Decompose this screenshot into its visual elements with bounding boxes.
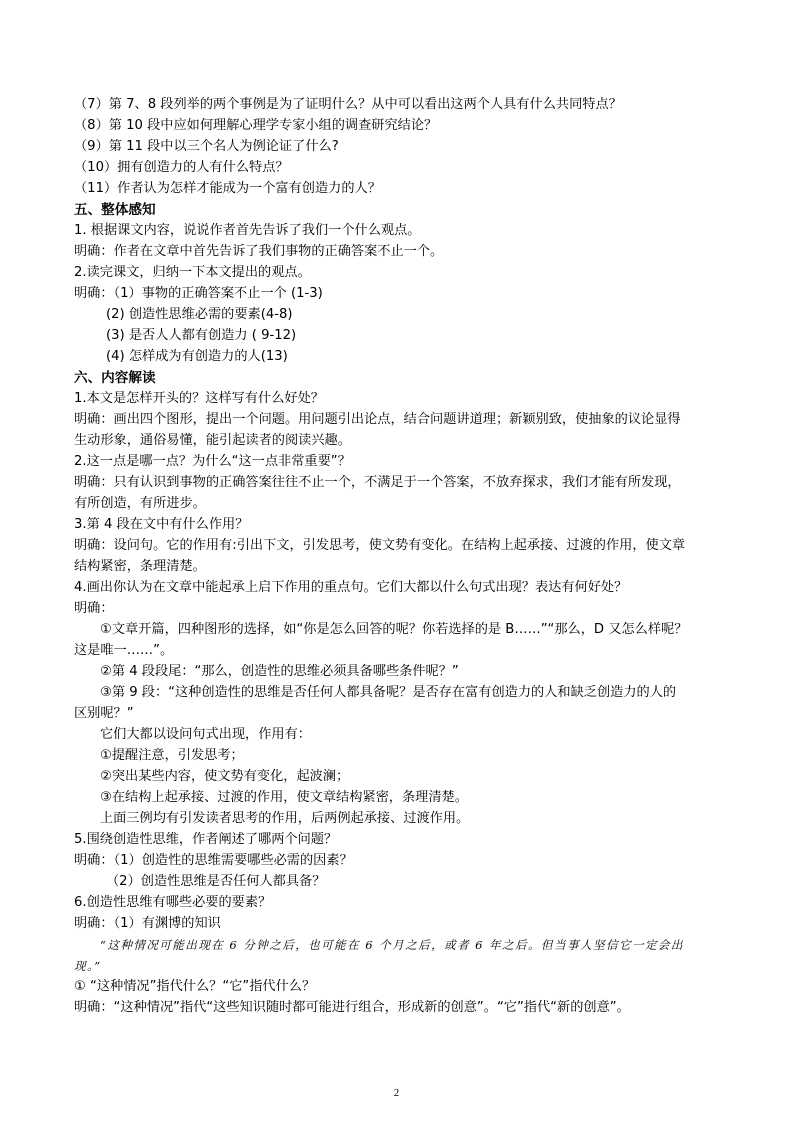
line-20: 3.第 4 段在文中有什么作用？ xyxy=(74,517,249,532)
line-16: 生动形象，通俗易懂，能引起读者的阅读兴趣。 xyxy=(74,433,351,448)
line-28: ③第 9 段：“这种创造性的思维是否任何人都具备呢？是否存在富有创造力的人和缺乏创造力的人的 xyxy=(100,685,677,700)
line-29: 区别呢？” xyxy=(74,706,134,721)
line-32: ②突出某些内容，使文势有变化，起波澜； xyxy=(100,769,350,784)
section-heading: 五、整体感知 xyxy=(74,202,156,218)
line-12: (4) 怎样成为有创造力的人(13) xyxy=(106,349,288,364)
section-heading: 六、内容解读 xyxy=(74,370,156,386)
quote-line: “这种情况可能出现在 6 分钟之后，也可能在 6 个月之后，或者 6 年之后。但当事人坚信它一定会出 xyxy=(100,938,684,952)
line-8: 2.读完课文，归纳一下本文提出的观点。 xyxy=(74,265,311,280)
line-4: （11）作者认为怎样才能成为一个富有创造力的人？ xyxy=(74,181,381,196)
line-17: 2.这一点是哪一点？为什么“这一点非常重要”？ xyxy=(74,454,351,469)
line-24: 明确： xyxy=(74,601,114,616)
line-26: 这是唯一……”。 xyxy=(74,643,174,658)
line-22: 结构紧密，条理清楚。 xyxy=(74,559,206,574)
line-11: (3) 是否人人都有创造力 ( 9-12) xyxy=(106,328,297,343)
line-25: ①文章开篇，四种图形的选择，如“你是怎么回答的呢？你若选择的是 B……”“那么，D 又怎么样呢？ xyxy=(100,622,688,637)
line-36: 明确：（1）创造性的思维需要哪些必需的因素？ xyxy=(74,853,353,868)
line-6: 1. 根据课文内容，说说作者首先告诉了我们一个什么观点。 xyxy=(74,223,421,238)
line-31: ①提醒注意，引发思考； xyxy=(100,748,244,763)
page-number: 2 xyxy=(393,1088,400,1099)
line-39: 明确：（1）有渊博的知识 xyxy=(74,916,221,931)
line-42: ① “这种情况”指代什么？“它”指代什么？ xyxy=(74,979,316,994)
line-15: 明确：画出四个图形，提出一个问题。用问题引出论点，结合问题讲道理；新颖别致，使抽象的议论显得 xyxy=(74,412,681,427)
line-43: 明确：“这种情况”指代“这些知识随时都可能进行组合，形成新的创意”。“它”指代“新的创意”。 xyxy=(74,1000,630,1015)
line-35: 5.围绕创造性思维，作者阐述了哪两个问题？ xyxy=(74,832,338,847)
line-27: ②第 4 段段尾：“那么，创造性的思维必须具备哪些条件呢？” xyxy=(100,664,459,679)
line-3: （10）拥有创造力的人有什么特点？ xyxy=(74,160,289,175)
line-33: ③在结构上起承接、过渡的作用，使文章结构紧密，条理清楚。 xyxy=(100,790,468,805)
line-10: (2) 创造性思维必需的要素(4-8) xyxy=(106,307,293,322)
line-38: 6.创造性思维有哪些必要的要素？ xyxy=(74,895,272,910)
line-18: 明确：只有认识到事物的正确答案往往不止一个，不满足于一个答案，不放弃探求，我们才能有所发现， xyxy=(74,475,681,490)
line-2: （9）第 11 段中以三个名人为例论证了什么? xyxy=(74,139,339,154)
line-9: 明确：（1）事物的正确答案不止一个 (1-3) xyxy=(74,286,323,301)
line-21: 明确：设问句。它的作用有:引出下文，引发思考，使文势有变化。在结构上起承接、过渡的作用，使文章 xyxy=(74,538,686,553)
line-34: 上面三例均有引发读者思考的作用，后两例起承接、过渡作用。 xyxy=(100,811,470,826)
line-7: 明确：作者在文章中首先告诉了我们事物的正确答案不止一个。 xyxy=(74,244,444,259)
quote-line: 现。” xyxy=(74,959,102,973)
line-1: （8）第 10 段中应如何理解心理学专家小组的调查研究结论？ xyxy=(74,118,438,133)
line-23: 4.画出你认为在文章中能起承上启下作用的重点句。它们大都以什么句式出现？表达有何好处？ xyxy=(74,580,628,595)
line-19: 有所创造，有所进步。 xyxy=(74,496,206,511)
line-14: 1.本文是怎样开头的？这样写有什么好处？ xyxy=(74,391,324,406)
line-0: （7）第 7、8 段列举的两个事例是为了证明什么？从中可以看出这两个人具有什么共同特点？ xyxy=(74,97,622,112)
line-30: 它们大都以设问句式出现，作用有： xyxy=(100,727,311,742)
line-37: （2）创造性思维是否任何人都具备？ xyxy=(106,874,326,889)
